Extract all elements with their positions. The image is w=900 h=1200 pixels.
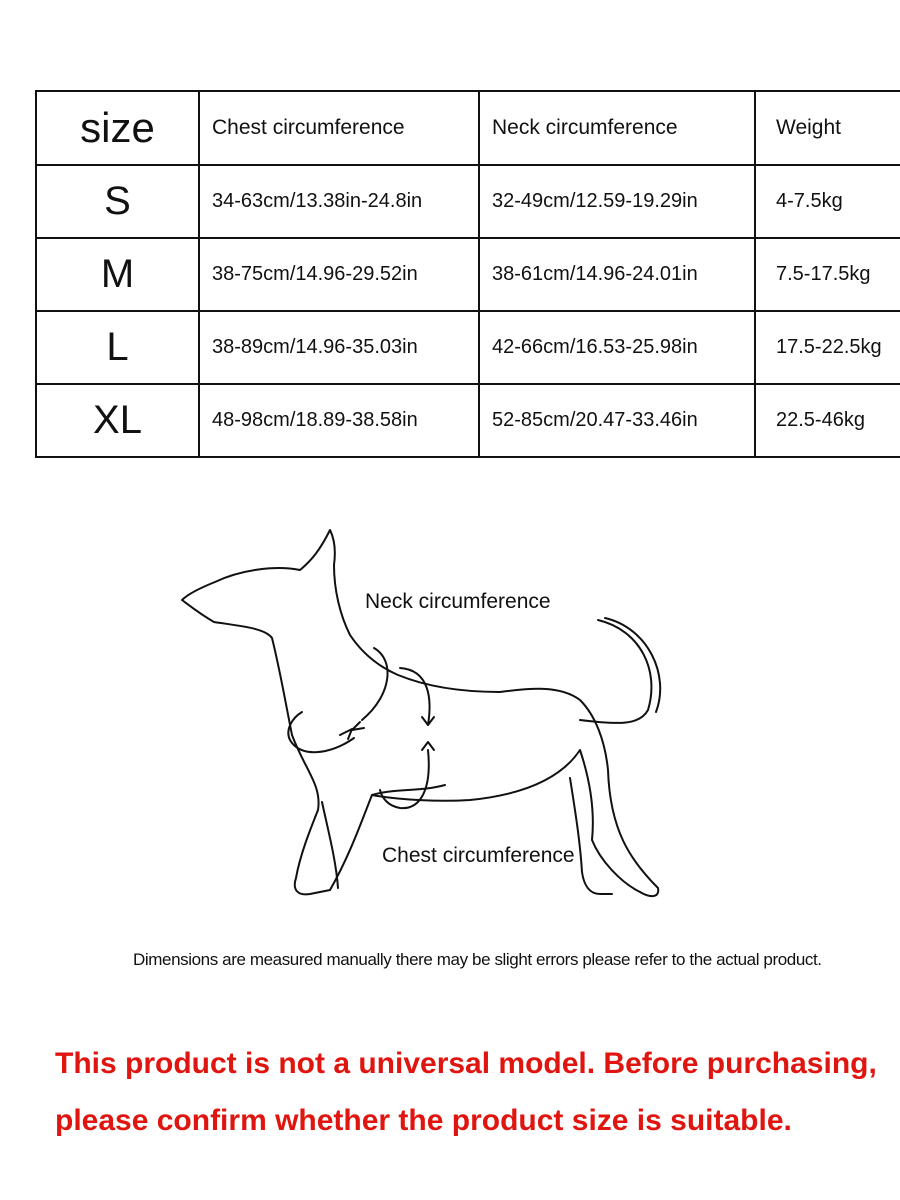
measurement-disclaimer: Dimensions are measured manually there may be slight errors please refer to the actual product.	[133, 950, 822, 969]
neck-cell: 42-66cm/16.53-25.98in	[479, 311, 755, 384]
chest-circumference-label: Chest circumference	[382, 844, 575, 867]
warning-line-2: please confirm whether the product size is suitable.	[55, 1104, 792, 1137]
table-row	[36, 165, 900, 238]
warning-line-1: This product is not a universal model. Before purchasing,	[55, 1047, 877, 1080]
neck-cell: 52-85cm/20.47-33.46in	[479, 384, 755, 457]
size-cell: S	[36, 165, 199, 238]
table-row	[36, 311, 900, 384]
neck-circumference-label: Neck circumference	[365, 590, 551, 613]
table-row	[36, 238, 900, 311]
weight-cell: 17.5-22.5kg	[755, 311, 900, 384]
neck-cell: 38-61cm/14.96-24.01in	[479, 238, 755, 311]
size-chart-table	[35, 90, 900, 458]
chest-cell: 48-98cm/18.89-38.58in	[199, 384, 479, 457]
table-row	[36, 384, 900, 457]
sizing-warning	[55, 1035, 875, 1149]
header-chest: Chest circumference	[199, 91, 479, 165]
chest-cell: 34-63cm/13.38in-24.8in	[199, 165, 479, 238]
size-cell: L	[36, 311, 199, 384]
table-header-row	[36, 91, 900, 165]
header-neck: Neck circumference	[479, 91, 755, 165]
chest-cell: 38-75cm/14.96-29.52in	[199, 238, 479, 311]
weight-cell: 7.5-17.5kg	[755, 238, 900, 311]
size-cell: XL	[36, 384, 199, 457]
chest-cell: 38-89cm/14.96-35.03in	[199, 311, 479, 384]
neck-cell: 32-49cm/12.59-19.29in	[479, 165, 755, 238]
size-cell: M	[36, 238, 199, 311]
header-weight: Weight	[755, 91, 900, 165]
dog-measurement-diagram	[0, 510, 900, 930]
weight-cell: 22.5-46kg	[755, 384, 900, 457]
weight-cell: 4-7.5kg	[755, 165, 900, 238]
header-size: size	[36, 91, 199, 165]
